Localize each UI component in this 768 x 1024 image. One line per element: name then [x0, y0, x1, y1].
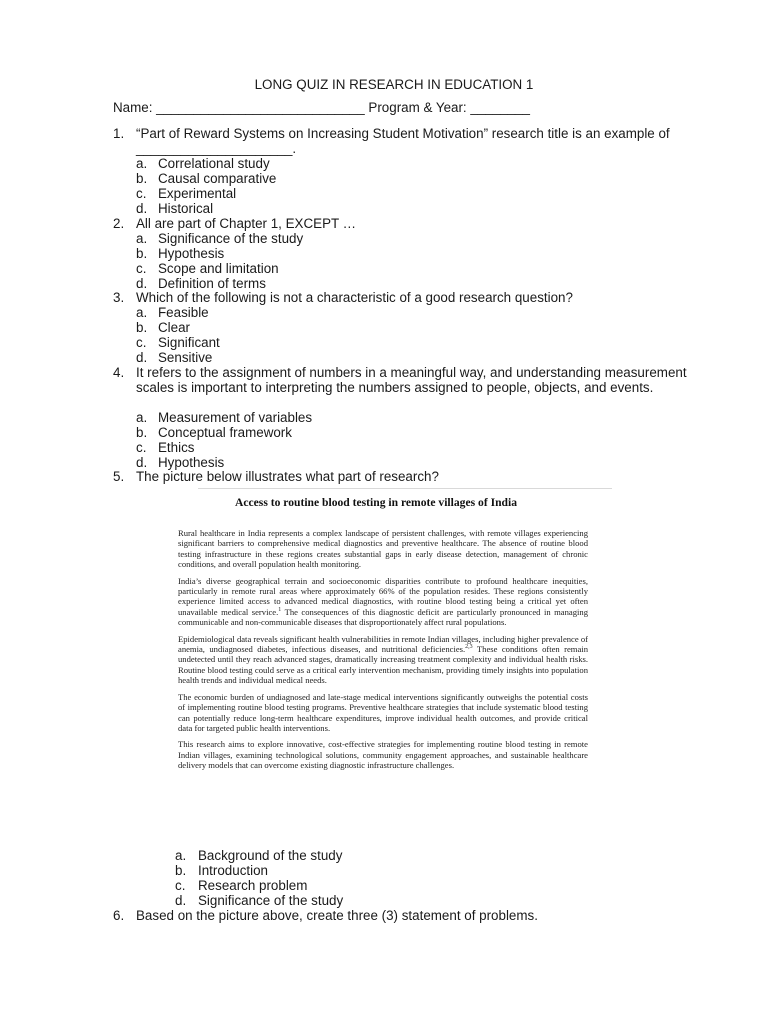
option-2c — [136, 261, 279, 276]
option-3c — [136, 335, 220, 350]
option-text: Hypothesis — [158, 455, 225, 470]
option-text: Historical — [158, 201, 214, 216]
option-1a — [136, 156, 270, 171]
article-paragraph — [178, 634, 588, 686]
question-4 — [113, 365, 688, 395]
option-letter: a. — [136, 305, 148, 320]
option-letter: d. — [136, 350, 148, 365]
article-paragraph: Rural healthcare in India represents a complex landscape of persistent challenges, with remote villages experiencing significant barriers to comprehensive medical diagnostics and preventive healthcare. The absence of routine blood testing infrastructure in these regions creates substantial gaps in early disease detection, management of chronic conditions, and overall population health monitoring. — [178, 528, 588, 570]
option-letter: a. — [136, 231, 148, 246]
option-text: Feasible — [158, 305, 209, 320]
embedded-article-image — [170, 488, 612, 834]
option-letter: c. — [136, 186, 147, 201]
option-text: Sensitive — [158, 350, 213, 365]
option-text: Significant — [158, 335, 220, 350]
name-program-line: Name: ____________________________ Program & Year: ________ — [113, 100, 530, 115]
option-letter: a. — [175, 848, 187, 863]
option-text: Significance of the study — [158, 231, 304, 246]
option-1c — [136, 186, 236, 201]
option-text: Measurement of variables — [158, 410, 313, 425]
option-text: Definition of terms — [158, 276, 266, 291]
option-4a — [136, 410, 312, 425]
option-text: Causal comparative — [158, 171, 277, 186]
question-1 — [113, 126, 688, 156]
option-letter: d. — [136, 455, 148, 470]
article-paragraph: This research aims to explore innovative, cost-effective strategies for implementing routine blood testing in remote Indian villages, examining technological solutions, community engagement approaches, and sustainable healthcare delivery models that can overcome existing diagnostic infrastructure challenges. — [178, 739, 588, 771]
option-2a — [136, 231, 303, 246]
article-sentence: The consequences of this diagnostic deficit are particularly pronounced in managing communicable and non-communicable diseases that disproportionately affect rural populations. — [178, 606, 589, 628]
document-title: LONG QUIZ IN RESEARCH IN EDUCATION 1 — [254, 77, 534, 92]
option-text: Hypothesis — [158, 246, 225, 261]
option-text: Research problem — [198, 878, 308, 893]
question-3 — [113, 290, 688, 305]
article-sentence: These conditions often remain undetected until they reach advanced stages, dramatically increasing treatment complexity and individual health risks. Routine blood testing could serve as a critical early intervention mechanism, providing timely insights into population health trends and individual medical needs. — [178, 644, 588, 686]
article-title: Access to routine blood testing in remote villages of India — [235, 496, 517, 509]
question-5 — [113, 469, 688, 484]
option-1d — [136, 201, 213, 216]
option-text: Ethics — [158, 440, 195, 455]
question-number: 4. — [113, 365, 125, 380]
citation-marker: 2,3 — [465, 644, 473, 651]
option-letter: b. — [136, 320, 148, 335]
article-paragraph: The economic burden of undiagnosed and late-stage medical interventions significantly outweighs the potential costs of implementing routine blood testing programs. Preventive healthcare strategies that include systematic blood testing can potentially reduce long-term healthcare expenditures, improve individual health outcomes, and provide critical data for targeted public health interventions. — [178, 691, 588, 733]
question-number: 1. — [113, 126, 125, 141]
question-text: Which of the following is not a characteristic of a good research question? — [136, 290, 573, 305]
article-body — [178, 528, 588, 777]
option-letter: a. — [136, 156, 148, 171]
citation-marker: 1 — [278, 606, 282, 613]
question-text: It refers to the assignment of numbers in a meaningful way, and understanding measurement scales is important to interpreting the numbers assigned to people, objects, and events. — [136, 365, 687, 396]
option-1b — [136, 171, 276, 186]
question-number: 5. — [113, 469, 125, 484]
option-letter: c. — [136, 335, 147, 350]
question-text: “Part of Reward Systems on Increasing Student Motivation” research title is an example of _____________________. — [136, 126, 670, 157]
option-4c — [136, 440, 194, 455]
question-number: 6. — [113, 908, 125, 923]
option-letter: b. — [136, 171, 148, 186]
option-text: Correlational study — [158, 156, 270, 171]
option-text: Experimental — [158, 186, 237, 201]
option-letter: c. — [136, 440, 147, 455]
option-text: Introduction — [198, 863, 268, 878]
option-3b — [136, 320, 190, 335]
option-text: Scope and limitation — [158, 261, 279, 276]
option-letter: d. — [136, 276, 148, 291]
question-text: All are part of Chapter 1, EXCEPT … — [136, 216, 357, 231]
option-letter: b. — [175, 863, 187, 878]
option-4b — [136, 425, 292, 440]
option-text: Conceptual framework — [158, 425, 292, 440]
question-text: Based on the picture above, create three (3) statement of problems. — [136, 908, 538, 923]
option-text: Background of the study — [198, 848, 343, 863]
article-sentence: Epidemiological data reveals significant health vulnerabilities in remote Indian villages, including higher prevalence of anemia, undiagnosed diabetes, infectious diseases, and nutritional deficiencies. — [178, 633, 588, 655]
option-3a — [136, 305, 209, 320]
question-number: 2. — [113, 216, 125, 231]
option-4d — [136, 455, 224, 470]
question-number: 3. — [113, 290, 125, 305]
option-letter: b. — [136, 246, 148, 261]
question-6 — [113, 908, 688, 923]
option-letter: c. — [175, 878, 186, 893]
article-sentence: India’s diverse geographical terrain and socioeconomic disparities contribute to profound healthcare inequities, particularly in remote rural areas where approximately 66% of the population resides. These regions consistently experience limited access to advanced medical diagnostics, with routine blood testing being a critical yet often unavailable medical service. — [178, 575, 588, 617]
question-2 — [113, 216, 688, 231]
option-letter: d. — [175, 893, 187, 908]
option-text: Significance of the study — [198, 893, 344, 908]
option-5c — [175, 878, 307, 893]
option-letter: d. — [136, 201, 148, 216]
option-5b — [175, 863, 268, 878]
option-5d — [175, 893, 343, 908]
article-paragraph — [178, 576, 588, 628]
option-letter: a. — [136, 410, 148, 425]
option-letter: b. — [136, 425, 148, 440]
option-text: Clear — [158, 320, 190, 335]
divider — [198, 488, 612, 489]
option-letter: c. — [136, 261, 147, 276]
option-5a — [175, 848, 342, 863]
question-text: The picture below illustrates what part of research? — [136, 469, 439, 484]
option-2b — [136, 246, 224, 261]
option-3d — [136, 350, 212, 365]
option-2d — [136, 276, 266, 291]
